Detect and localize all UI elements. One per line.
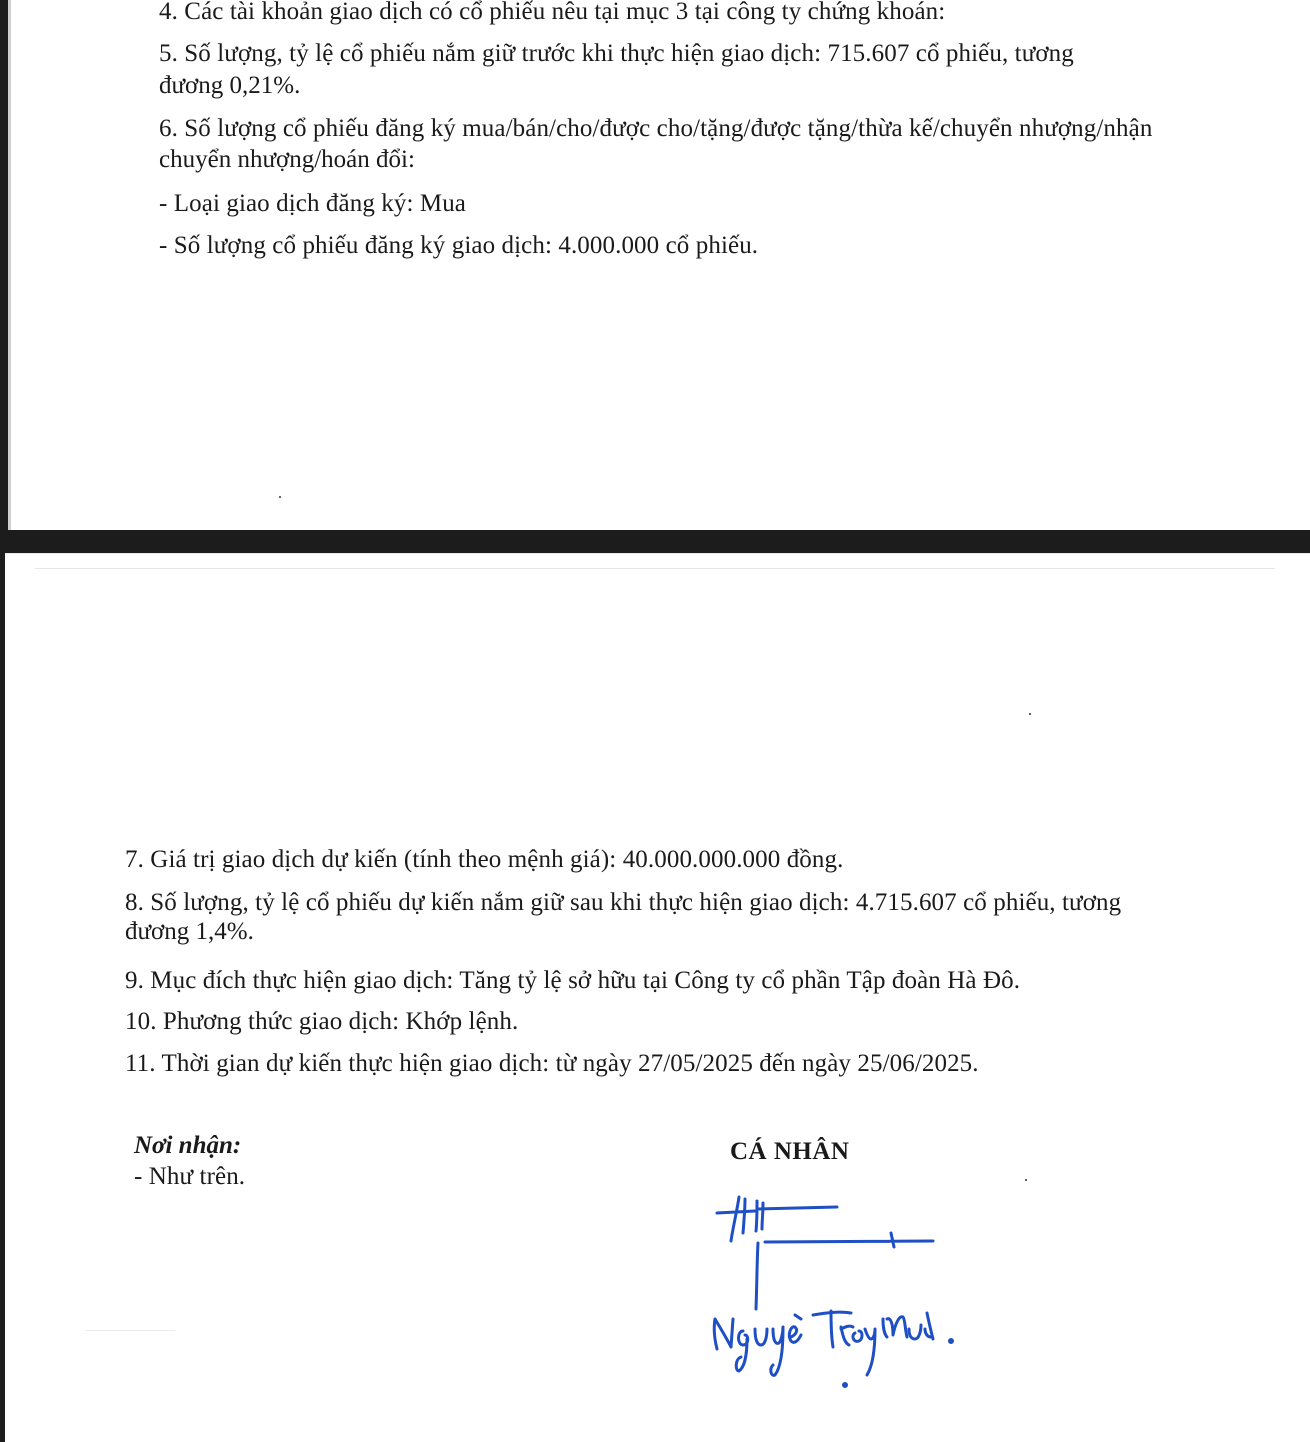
scan-speck	[279, 496, 281, 498]
signer-title: CÁ NHÂN	[730, 1138, 850, 1165]
document-page-top	[8, 0, 1310, 530]
item-7-text: 7. Giá trị giao dịch dự kiến (tính theo mệnh giá): 40.000.000.000 đồng.	[125, 846, 844, 873]
page-separator	[0, 530, 1310, 553]
item-6-quantity: - Số lượng cổ phiếu đăng ký giao dịch: 4.000.000 cổ phiếu.	[159, 232, 759, 259]
item-11-text: 11. Thời gian dự kiến thực hiện giao dịch: từ ngày 27/05/2025 đến ngày 25/06/2025.	[125, 1050, 979, 1077]
handwritten-signature	[695, 1189, 975, 1389]
scan-artifact-line	[85, 1330, 175, 1331]
item-8-text: 8. Số lượng, tỷ lệ cổ phiếu dự kiến nắm giữ sau khi thực hiện giao dịch: 4.715.607 cổ phiếu, tương	[125, 889, 1122, 916]
item-6-transaction-type: - Loại giao dịch đăng ký: Mua	[159, 190, 466, 217]
scan-speck	[1025, 1179, 1027, 1181]
recipients-title: Nơi nhận:	[134, 1132, 242, 1159]
item-8-continuation: đương 1,4%.	[125, 918, 254, 945]
item-5-text: 5. Số lượng, tỷ lệ cổ phiếu nắm giữ trước khi thực hiện giao dịch: 715.607 cổ phiếu, tương	[159, 40, 1074, 67]
item-6-text: 6. Số lượng cổ phiếu đăng ký mua/bán/cho/được cho/tặng/được tặng/thừa kế/chuyển nhượng/nhận	[159, 115, 1153, 142]
recipients-item: - Như trên.	[134, 1163, 246, 1190]
scan-artifact-line	[35, 568, 1275, 569]
item-9-text: 9. Mục đích thực hiện giao dịch: Tăng tỷ lệ sở hữu tại Công ty cổ phần Tập đoàn Hà Đô.	[125, 967, 1021, 994]
item-4-text: 4. Các tài khoản giao dịch có cổ phiếu nêu tại mục 3 tại công ty chứng khoán:	[159, 0, 946, 25]
item-6-continuation: chuyển nhượng/hoán đổi:	[159, 146, 415, 173]
item-10-text: 10. Phương thức giao dịch: Khớp lệnh.	[125, 1008, 519, 1035]
scan-speck	[1029, 713, 1031, 715]
item-5-continuation: đương 0,21%.	[159, 72, 301, 99]
document-page-bottom	[5, 553, 1310, 1442]
